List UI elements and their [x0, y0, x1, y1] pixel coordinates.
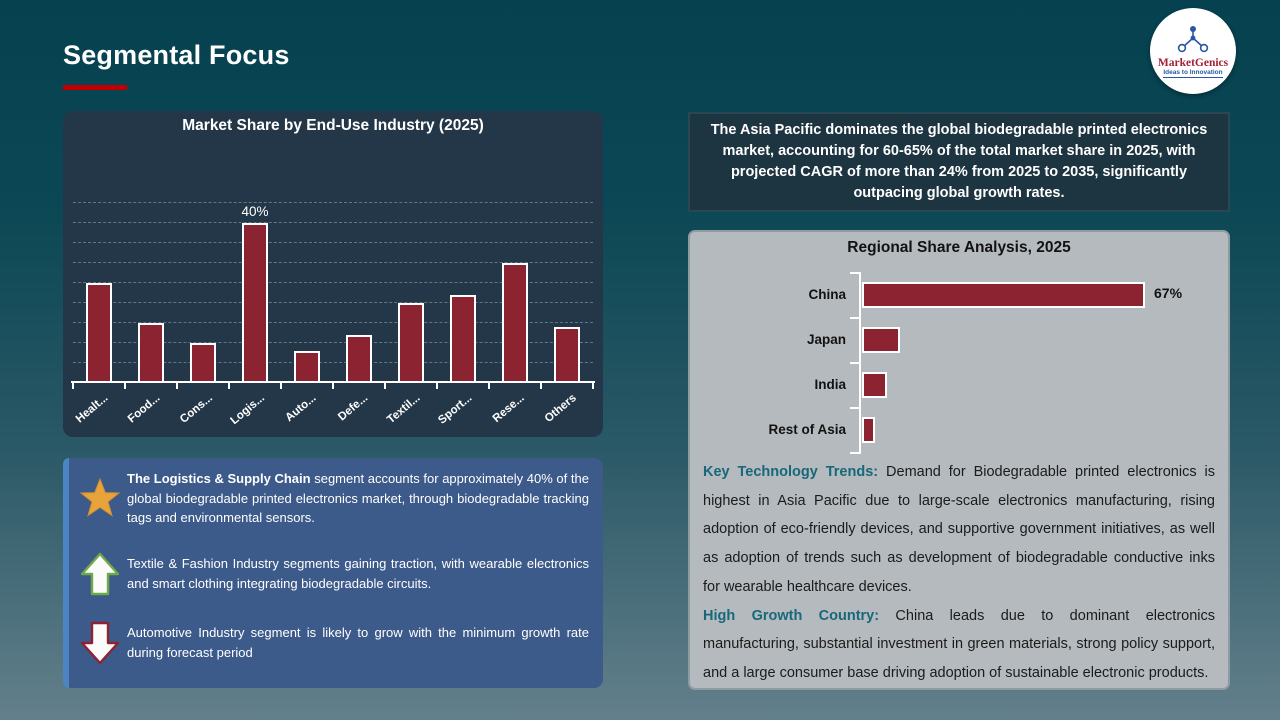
bar: [346, 335, 372, 383]
bar-slot: [73, 283, 125, 383]
page-title: Segmental Focus: [63, 40, 290, 70]
bar: [86, 283, 112, 383]
bar-slot: [281, 351, 333, 383]
x-axis-label: Rese...: [490, 392, 527, 426]
bar: [502, 263, 528, 383]
insight-box-accent-stripe: [63, 458, 69, 688]
high-growth-country-paragraph: High Growth Country: China leads due to dominant electronics manufacturing, substantial investment in green materials, strong policy support, and a large consumer base driving adoption of sustainable electronic products.: [703, 607, 1215, 681]
insight-logistics: [73, 469, 591, 528]
x-axis-tick: [540, 383, 542, 389]
regional-bar-row: [690, 272, 1228, 317]
bar: [862, 327, 900, 353]
marketgenics-logo: [1150, 8, 1236, 94]
logo-name: MarketGenics: [1157, 56, 1229, 69]
bar-slot: [437, 295, 489, 383]
arrow-up-icon: [73, 551, 127, 597]
gridline: [73, 242, 593, 243]
x-axis-tick: [176, 383, 178, 389]
category-label: India: [814, 377, 846, 392]
x-axis-tick: [228, 383, 230, 389]
x-axis-labels: [63, 383, 603, 437]
x-axis-label: Textil...: [385, 392, 423, 427]
market-share-chart-title: Market Share by End-Use Industry (2025): [182, 117, 484, 134]
x-axis-tick: [332, 383, 334, 389]
x-axis-tick: [72, 383, 74, 389]
insight-automotive: [73, 620, 591, 666]
regional-bar-row: [690, 362, 1228, 407]
x-axis-label: Defe...: [336, 392, 371, 424]
category-label: Japan: [806, 332, 846, 347]
x-axis-label: Healt...: [74, 392, 111, 426]
bar: [398, 303, 424, 383]
x-axis-label: Auto...: [283, 392, 319, 425]
key-technology-trends-paragraph: Key Technology Trends: Demand for Biodegradable printed electronics is highest in Asia Pacific due to large-scale electronics manufacturing, rising adoption of eco-friendly devices, and supportive government initiatives, as well as adoption of trends such as development of biodegradable conductive inks for wearable healthcare devices.: [703, 464, 1215, 595]
bar-slot: [333, 335, 385, 383]
title-underline: [63, 85, 127, 90]
gridline: [73, 222, 593, 223]
bar: [554, 327, 580, 383]
x-axis-label: Logis...: [228, 392, 267, 428]
bar: [294, 351, 320, 383]
gridline: [73, 202, 593, 203]
x-axis-label: Others: [542, 392, 579, 426]
molecule-icon: [1176, 25, 1210, 55]
x-axis-tick: [280, 383, 282, 389]
insight-textile-text: Textile & Fashion Industry segments gaining traction, with wearable electronics and smart clothing integrating biodegradable circuits.: [127, 556, 589, 591]
bar-slot: [177, 343, 229, 383]
category-axis-tick: [850, 452, 859, 454]
regional-bar-row: [690, 407, 1228, 452]
bar: [450, 295, 476, 383]
market-share-plot-area: [73, 157, 593, 383]
logo-tagline: Ideas to Innovation: [1163, 68, 1223, 76]
bar-slot: [385, 303, 437, 383]
insight-textile: [73, 551, 591, 597]
segment-insights-box: [63, 458, 603, 688]
regional-analysis-panel: [688, 230, 1230, 690]
bar-slot: [125, 323, 177, 383]
regional-bar-row: [690, 317, 1228, 362]
x-axis-label: Food...: [126, 392, 163, 426]
bar: [862, 417, 875, 443]
asia-pacific-callout: [688, 112, 1230, 212]
bar: [138, 323, 164, 383]
market-share-chart-panel: [63, 111, 603, 437]
bar: [862, 282, 1145, 308]
asia-pacific-callout-text: The Asia Pacific dominates the global biodegradable printed electronics market, accounting for 60-65% of the total market share in 2025, with projected CAGR of more than 24% from 2025 to 2035, significantly outpacing global growth rates.: [710, 122, 1208, 201]
x-axis-label: Sport...: [436, 392, 475, 427]
category-label: China: [808, 287, 846, 302]
bar: [242, 223, 268, 383]
insight-automotive-text: Automotive Industry segment is likely to grow with the minimum growth rate during forecast period: [127, 625, 589, 660]
regional-chart-plot-area: [690, 272, 1228, 454]
bar-data-label: 40%: [241, 204, 269, 219]
bar: [862, 372, 887, 398]
x-axis-tick: [124, 383, 126, 389]
star-icon: [73, 476, 127, 520]
category-label: Rest of Asia: [768, 422, 846, 437]
insight-logistics-text: The Logistics & Supply Chain segment accounts for approximately 40% of the global biodegradable printed electronics market, through biodegradable tracking tags and environmental sensors.: [127, 471, 589, 525]
arrow-down-icon: [73, 620, 127, 666]
x-axis-label: Cons...: [177, 392, 215, 426]
x-axis-tick: [436, 383, 438, 389]
bar-slot: [489, 263, 541, 383]
regional-chart-title: Regional Share Analysis, 2025: [847, 239, 1071, 256]
x-axis-tick: [384, 383, 386, 389]
regional-analysis-text: [690, 456, 1228, 688]
bar-slot: [541, 327, 593, 383]
bar-data-label: 67%: [1154, 285, 1183, 301]
bar-slot: [229, 204, 281, 383]
bar: [190, 343, 216, 383]
x-axis-tick: [488, 383, 490, 389]
x-axis-tick: [592, 383, 594, 389]
